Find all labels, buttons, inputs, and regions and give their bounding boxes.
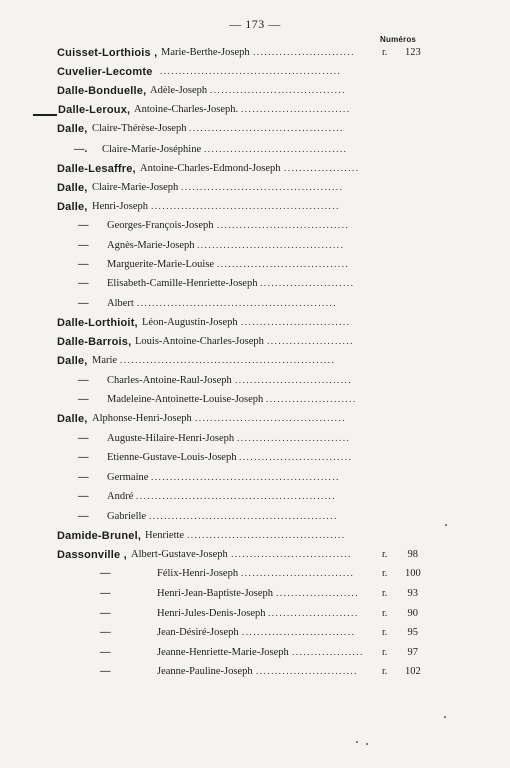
entry-given-names: Marie: [92, 355, 118, 366]
dot-leaders: ..........................................: [187, 531, 346, 541]
list-item: [0, 141, 510, 159]
dot-leaders: ..................................................: [151, 202, 340, 212]
ditto-dash: —: [78, 259, 89, 270]
entry-given-names: Claire-Marie-Joseph: [92, 182, 179, 193]
dot-leaders: ..................................................: [149, 512, 338, 522]
dot-leaders: ...................: [292, 648, 364, 658]
entry-given-names: Henriette: [145, 530, 185, 541]
entry-given-names: Adèle-Joseph: [150, 85, 208, 96]
ditto-dash: —: [78, 472, 89, 483]
dot-leaders: ........................: [268, 609, 359, 619]
entry-given-names: Georges-François-Joseph: [107, 220, 214, 231]
list-item: [0, 101, 510, 119]
list-item: [0, 120, 510, 138]
dot-leaders: ...........................: [256, 667, 358, 677]
list-item: [0, 198, 510, 216]
list-item: [0, 546, 510, 564]
list-item: [0, 63, 510, 81]
ditto-dash: —: [78, 394, 89, 405]
entry-number: 95: [407, 627, 418, 638]
entry-given-names: Etienne-Gustave-Louis-Joseph: [107, 452, 237, 463]
entry-surname: Dassonville ,: [57, 549, 127, 561]
dot-leaders: ....................................: [210, 86, 346, 96]
list-item: [0, 410, 510, 428]
list-item: [0, 82, 510, 100]
entry-given-names: Claire-Thérèse-Joseph: [92, 123, 187, 134]
entry-given-names: Alphonse-Henri-Joseph: [92, 413, 192, 424]
entry-ref: r.: [382, 588, 388, 599]
dot-leaders: ........................: [266, 395, 357, 405]
entry-ref: r.: [382, 608, 388, 619]
entry-given-names: Jeanne-Henriette-Marie-Joseph: [157, 647, 289, 658]
list-item: [0, 624, 510, 642]
list-item: [0, 663, 510, 681]
entry-surname: Dalle,: [57, 355, 88, 367]
entry-given-names: Auguste-Hilaire-Henri-Joseph: [107, 433, 235, 444]
entry-number: 123: [405, 47, 421, 58]
entry-surname: Dalle,: [57, 182, 88, 194]
entry-given-names: Madeleine-Antoinette-Louise-Joseph: [107, 394, 264, 405]
entry-number: 100: [405, 568, 421, 579]
list-item: [0, 237, 510, 255]
dot-leaders: .............................: [241, 105, 351, 115]
list-item: [0, 488, 510, 506]
list-item: [0, 508, 510, 526]
column-header-numeros: Numéros: [380, 35, 417, 44]
dot-leaders: ..................................................: [151, 473, 340, 483]
ditto-dash: —: [100, 588, 111, 599]
dot-leaders: ....................: [284, 164, 360, 174]
dot-leaders: .......................................: [197, 241, 345, 251]
entry-surname: Dalle,: [57, 413, 88, 425]
list-item: [0, 391, 510, 409]
dot-leaders: ...........................................: [181, 183, 344, 193]
entry-number: 102: [405, 666, 421, 677]
dot-leaders: .........................................: [189, 124, 344, 134]
dot-leaders: ........................................: [195, 414, 346, 424]
dot-leaders: .........................................................: [120, 356, 336, 366]
entry-given-names: Henri-Jean-Baptiste-Joseph: [157, 588, 274, 599]
list-item: [0, 527, 510, 545]
list-item: [0, 275, 510, 293]
entry-surname: Dalle-Lesaffre,: [57, 163, 136, 175]
dot-leaders: ..............................: [239, 453, 353, 463]
ditto-dash: —: [100, 647, 111, 658]
entry-given-names: Charles-Antoine-Raul-Joseph: [107, 375, 232, 386]
list-item: [0, 605, 510, 623]
ditto-dash: —: [78, 240, 89, 251]
list-item: [0, 644, 510, 662]
entry-surname: Dalle-Lorthioit,: [57, 317, 138, 329]
entry-given-names: Antoine-Charles-Joseph.: [134, 104, 239, 115]
dot-leaders: .....................................................: [136, 492, 337, 502]
list-item: [0, 352, 510, 370]
entry-given-names: Léon-Augustin-Joseph: [142, 317, 238, 328]
list-item: [0, 160, 510, 178]
entry-given-names: Agnès-Marie-Joseph: [107, 240, 195, 251]
paper-speck: [356, 741, 358, 743]
entry-surname: Dalle-Bonduelle,: [57, 85, 147, 97]
entry-given-names: Germaine: [107, 472, 149, 483]
dot-leaders: ..............................: [237, 434, 351, 444]
dot-leaders: .............................: [241, 318, 351, 328]
entry-ref: r.: [382, 647, 388, 658]
ditto-dash: —: [78, 491, 89, 502]
entry-surname: Dalle,: [57, 201, 88, 213]
entry-given-names: Marie-Berthe-Joseph: [161, 47, 250, 58]
ditto-dash: —: [100, 568, 111, 579]
entry-surname: Dalle-Barrois,: [57, 336, 132, 348]
ditto-dash: —: [78, 220, 89, 231]
entry-given-names: Elisabeth-Camille-Henriette-Joseph: [107, 278, 258, 289]
entry-given-names: André: [107, 491, 134, 502]
entry-surname: Dalle,: [57, 123, 88, 135]
ditto-dash: —: [100, 608, 111, 619]
entry-given-names: Henri-Joseph: [92, 201, 148, 212]
list-item: [0, 565, 510, 583]
entry-given-names: Gabrielle: [107, 511, 147, 522]
ditto-dash: —: [78, 452, 89, 463]
entry-number: 90: [407, 608, 418, 619]
page-number: — 173 —: [229, 17, 281, 31]
ditto-dash: —: [100, 666, 111, 677]
dot-leaders: ..............................: [241, 569, 355, 579]
list-item: [0, 314, 510, 332]
dot-leaders: ..............................: [242, 628, 356, 638]
dot-leaders: .....................................................: [137, 299, 338, 309]
dot-leaders: .........................: [260, 279, 355, 289]
dot-leaders: ................................................: [160, 67, 342, 77]
entry-given-names: Louis-Antoine-Charles-Joseph: [135, 336, 264, 347]
entry-given-names: Jean-Désiré-Joseph: [157, 627, 239, 638]
paper-speck: [444, 716, 446, 718]
list-item: [0, 179, 510, 197]
list-item: [0, 449, 510, 467]
entry-number: 93: [407, 588, 418, 599]
dot-leaders: ...........................: [253, 48, 355, 58]
entry-given-names: Albert: [107, 298, 134, 309]
ditto-dash: —.: [74, 144, 88, 155]
entry-ref: r.: [382, 568, 388, 579]
dot-leaders: .......................: [267, 337, 354, 347]
entry-ref: r.: [382, 666, 388, 677]
dot-leaders: ......................: [276, 589, 360, 599]
entry-given-names: Jeanne-Pauline-Joseph: [157, 666, 253, 677]
dot-leaders: ...............................: [235, 376, 353, 386]
entry-given-names: Marguerite-Marie-Louise: [107, 259, 215, 270]
entry-ref: r.: [382, 47, 388, 58]
list-item: [0, 295, 510, 313]
ditto-dash: —: [100, 627, 111, 638]
entry-surname: Dalle-Leroux,: [58, 104, 131, 116]
list-item: [0, 469, 510, 487]
entry-ref: r.: [382, 549, 388, 560]
dot-leaders: ...................................: [217, 221, 350, 231]
list-item: [0, 372, 510, 390]
list-item: [0, 256, 510, 274]
list-item: [0, 430, 510, 448]
ditto-dash: —: [78, 375, 89, 386]
list-item: [0, 333, 510, 351]
entry-given-names: Félix-Henri-Joseph: [157, 568, 239, 579]
ditto-dash: —: [78, 298, 89, 309]
entry-given-names: Henri-Jules-Denis-Joseph: [157, 608, 266, 619]
entry-surname: Cuvelier-Lecomte: [57, 66, 153, 78]
ditto-dash: —: [78, 511, 89, 522]
entry-given-names: Antoine-Charles-Edmond-Joseph: [140, 163, 281, 174]
entry-surname: Damide-Brunel,: [57, 530, 142, 542]
entry-given-names: Claire-Marie-Joséphine: [102, 144, 202, 155]
entry-surname: Cuisset-Lorthiois ,: [57, 47, 158, 59]
entry-number: 98: [407, 549, 418, 560]
entry-given-names: Albert-Gustave-Joseph: [131, 549, 228, 560]
dot-leaders: ...................................: [217, 260, 350, 270]
entry-ref: r.: [382, 627, 388, 638]
dot-leaders: ......................................: [204, 145, 348, 155]
list-item: [0, 44, 510, 62]
list-item: [0, 585, 510, 603]
dot-leaders: ................................: [231, 550, 352, 560]
ditto-dash: —: [78, 278, 89, 289]
entry-number: 97: [407, 647, 418, 658]
ditto-dash: —: [78, 433, 89, 444]
paper-speck: [366, 743, 368, 745]
list-item: [0, 217, 510, 235]
